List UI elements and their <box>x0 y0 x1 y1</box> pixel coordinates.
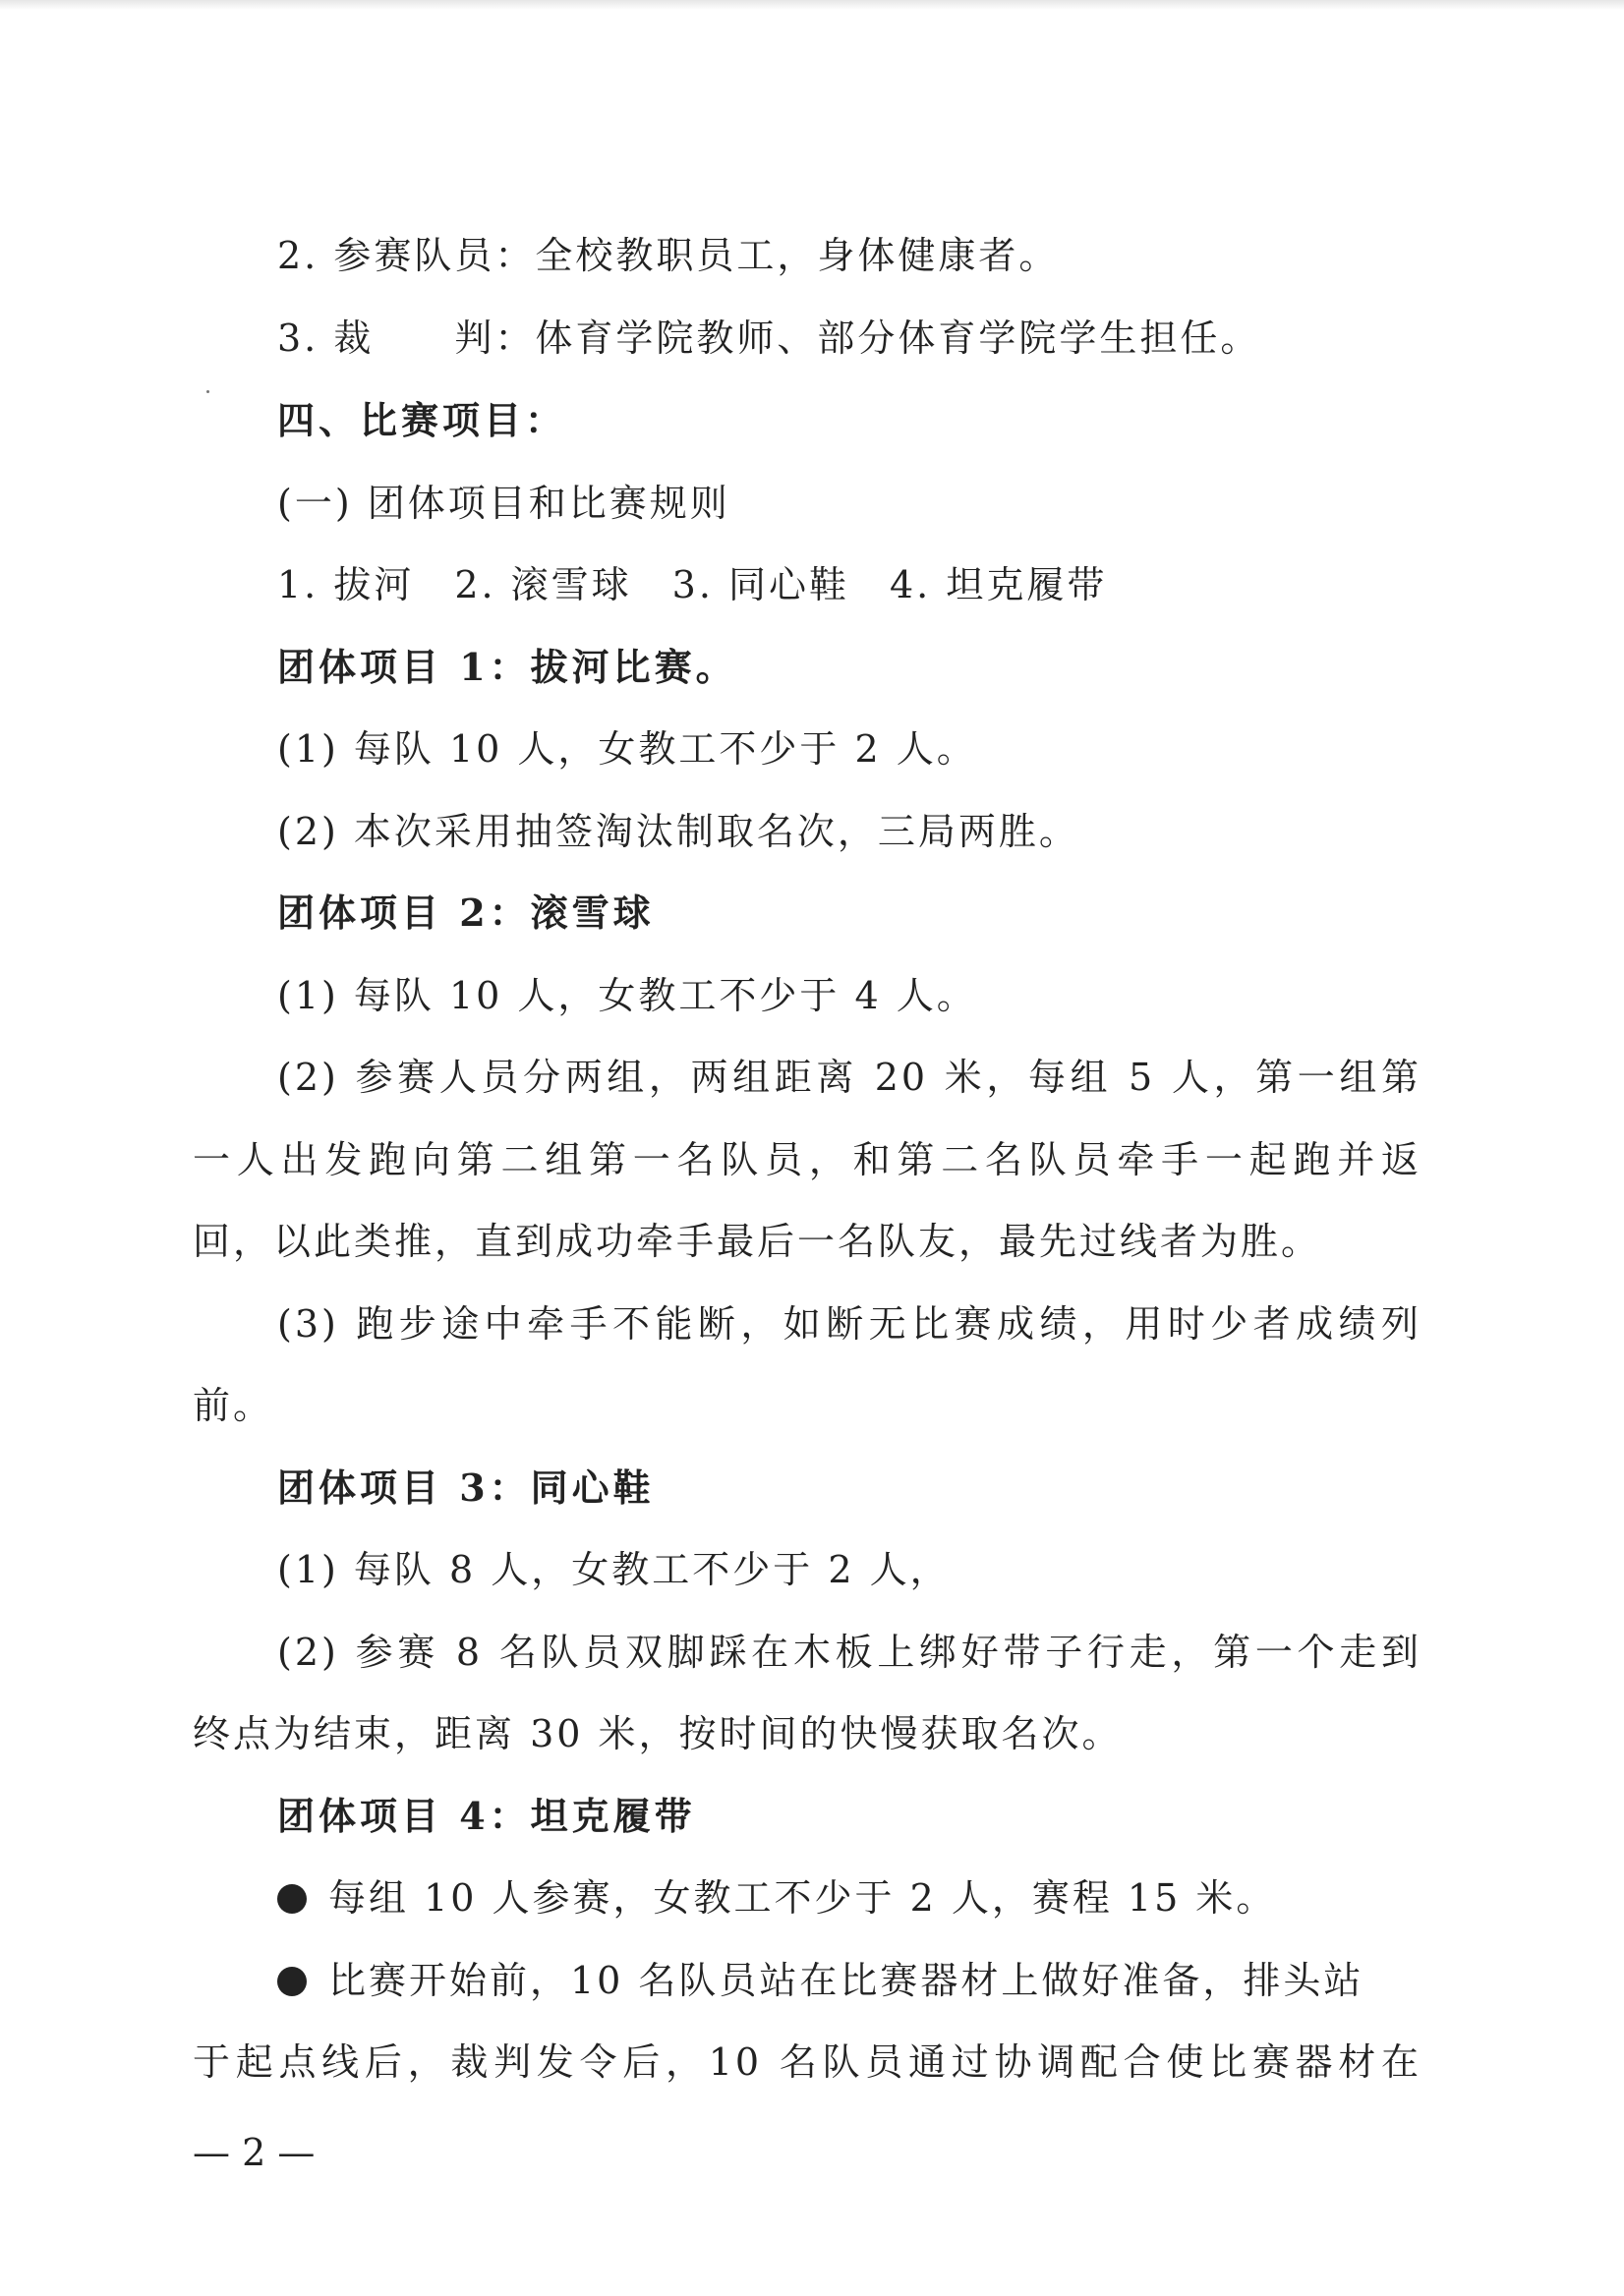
item-2-rule-1: (1) 每队 10 人，女教工不少于 4 人。 <box>277 974 977 1017</box>
item-4-rule-2-text: 比赛开始前，10 名队员站在比赛器材上做好准备，排头站 <box>328 1959 1364 2002</box>
item-1-rule-2: (2) 本次采用抽签淘汰制取名次，三局两胜。 <box>277 810 1079 853</box>
item-2-rule-3-line-2: 前。 <box>193 1384 274 1427</box>
scan-speck <box>206 390 209 393</box>
item-4-heading: 团体项目 4：坦克履带 <box>277 1794 696 1838</box>
item-2-rule-2-line-2: 一人出发跑向第二组第一名队员，和第二名队员牵手一起跑并返 <box>193 1138 1421 1181</box>
bullet-icon <box>277 1884 307 1914</box>
item-4-rule-1 <box>277 1874 1276 1922</box>
item-2-rule-2-line-1: (2) 参赛人员分两组，两组距离 20 米，每组 5 人，第一组第 <box>277 1056 1421 1099</box>
bullet-icon <box>277 1967 307 1996</box>
item-1-heading: 团体项目 1：拔河比赛。 <box>277 645 737 689</box>
item-3-heading: 团体项目 3：同心鞋 <box>277 1465 655 1510</box>
item-1-rule-1: (1) 每队 10 人，女教工不少于 2 人。 <box>277 727 977 771</box>
item-4-rule-1-text: 每组 10 人参赛，女教工不少于 2 人，赛程 15 米。 <box>328 1876 1277 1920</box>
participants-line: 2. 参赛队员：全校教职员工，身体健康者。 <box>277 234 1060 277</box>
item-2-rule-2-line-3: 回，以此类推，直到成功牵手最后一名队友，最先过线者为胜。 <box>193 1220 1322 1263</box>
item-3-rule-2-line-2: 终点为结束，距离 30 米，按时间的快慢获取名次。 <box>193 1712 1123 1755</box>
item-3-rule-2-line-1: (2) 参赛 8 名队员双脚踩在木板上绑好带子行走，第一个走到 <box>277 1631 1421 1674</box>
team-items-list: 1. 拔河 2. 滚雪球 3. 同心鞋 4. 坦克履带 <box>277 563 1108 606</box>
item-2-heading: 团体项目 2：滚雪球 <box>277 890 655 935</box>
page-number: — 2 — <box>193 2131 316 2174</box>
item-3-rule-1: (1) 每队 8 人，女教工不少于 2 人， <box>277 1548 951 1591</box>
item-4-rule-2-line-2: 于起点线后，裁判发令后，10 名队员通过协调配合使比赛器材在 <box>193 2040 1421 2084</box>
item-4-rule-2-line-1 <box>277 1957 1421 2004</box>
referee-line: 3. 裁 判：体育学院教师、部分体育学院学生担任。 <box>277 316 1261 360</box>
section-heading-competition-items: 四、比赛项目： <box>277 398 567 442</box>
item-2-rule-3-line-1: (3) 跑步途中牵手不能断，如断无比赛成绩，用时少者成绩列 <box>277 1302 1421 1346</box>
scan-top-edge <box>0 0 1624 10</box>
subsection-heading-team-items: (一) 团体项目和比赛规则 <box>277 482 730 525</box>
